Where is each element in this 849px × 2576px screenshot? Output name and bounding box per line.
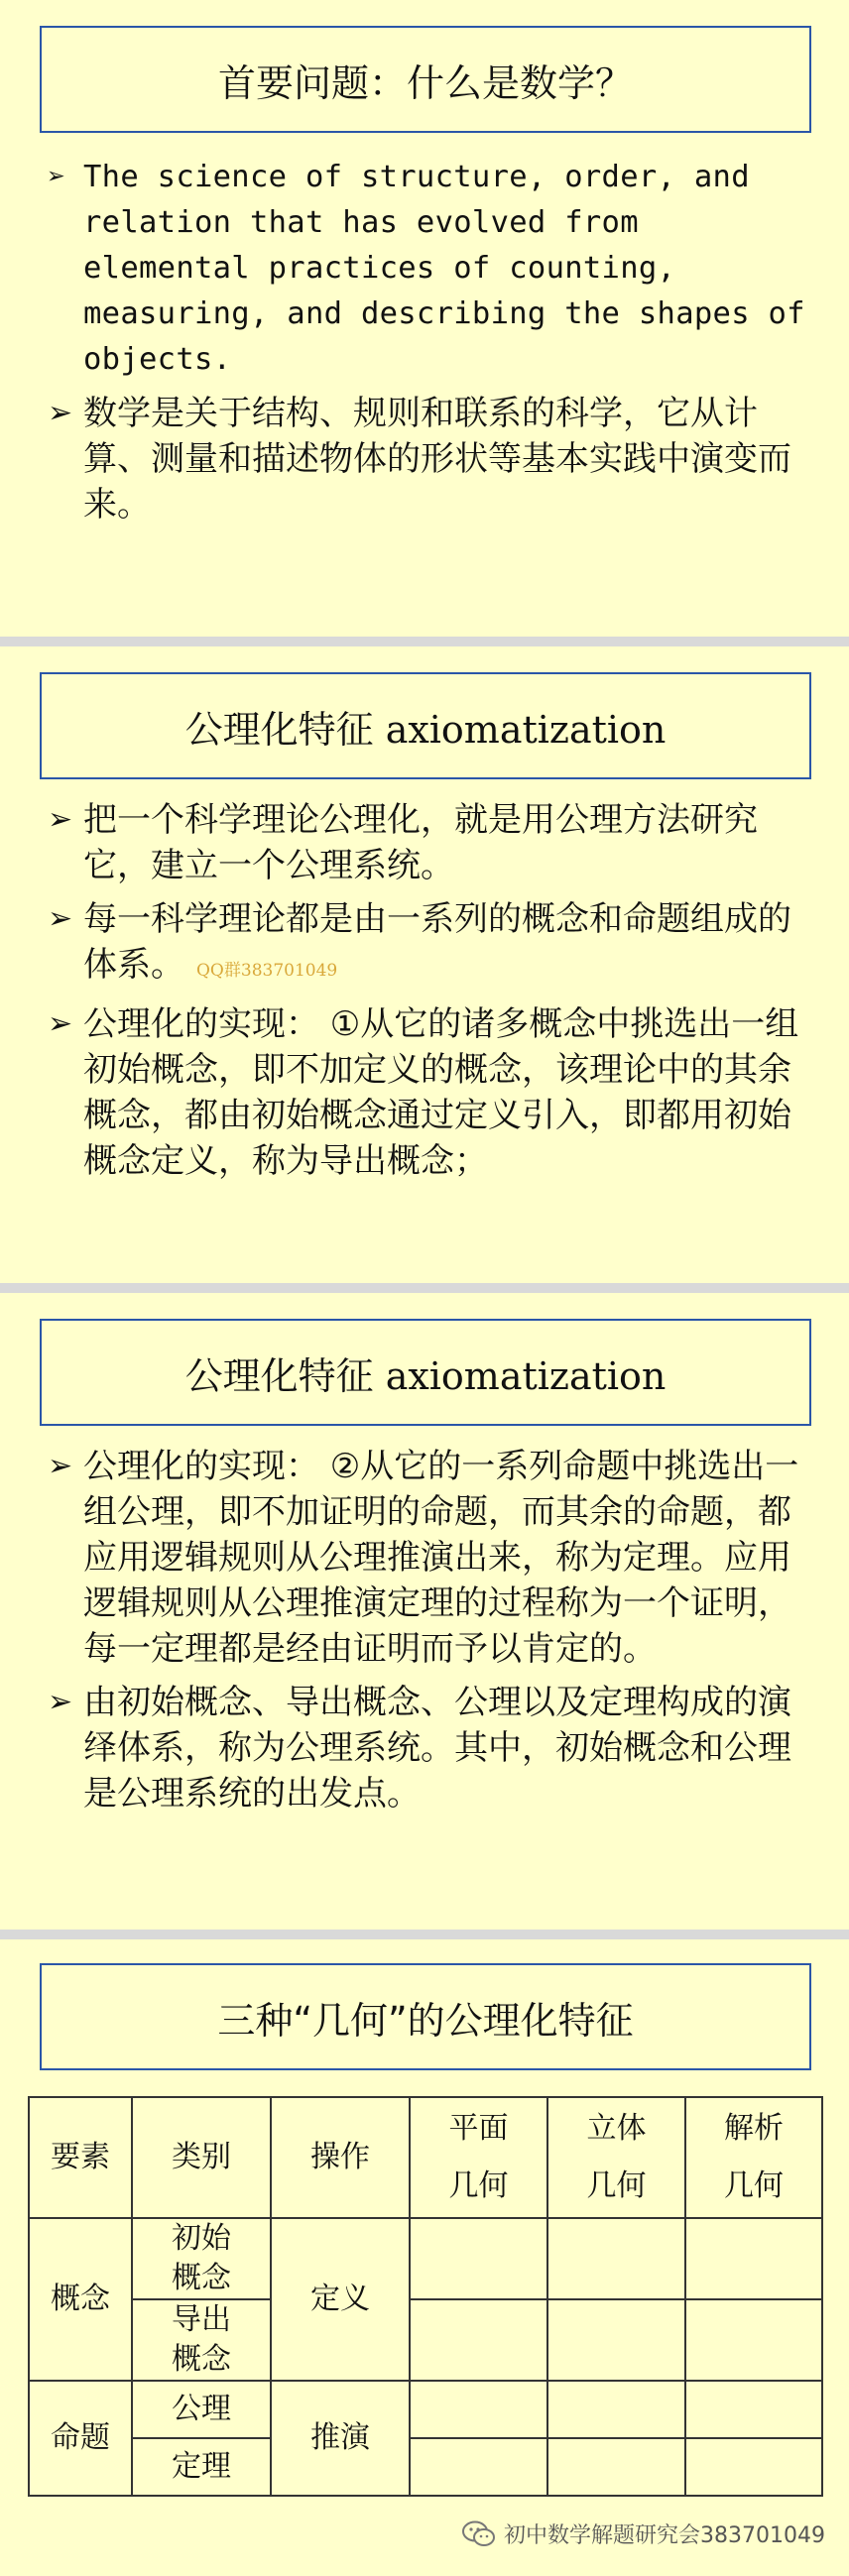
bullet-item: ➢ 公理化的实现： ①从它的诸多概念中挑选出一组初始概念，即不加定义的概念，该理论中的其余概念，都由初始概念通过定义引入，即都用初始概念定义，称为导出概念； bbox=[48, 1001, 813, 1184]
axiom-cell: 公理 bbox=[132, 2381, 271, 2438]
slide-title bbox=[40, 26, 811, 133]
header-cell: 立体 几何 bbox=[547, 2097, 685, 2218]
slide-title-text: 公理化特征 axiomatization bbox=[184, 707, 667, 752]
arrow-bullet-icon: ➢ bbox=[48, 901, 73, 936]
slide-title bbox=[40, 1319, 811, 1426]
footer-text: 初中数学解题研究会383701049 bbox=[504, 2523, 825, 2548]
table-cell bbox=[410, 2438, 547, 2496]
header-cell: 类别 bbox=[132, 2097, 271, 2218]
table-cell bbox=[547, 2218, 685, 2299]
table-row bbox=[29, 2381, 822, 2438]
bullet-item: ➢ 由初始概念、导出概念、公理以及定理构成的演绎体系，称为公理系统。其中，初始概念和公理是公理系统的出发点。 bbox=[48, 1680, 813, 1816]
table-row bbox=[29, 2438, 822, 2496]
slide-what-is-math bbox=[0, 0, 849, 637]
slide-title-text: 首要问题：什么是数学？ bbox=[217, 60, 633, 105]
table-row bbox=[29, 2299, 822, 2381]
table-cell bbox=[685, 2299, 822, 2381]
deduce-cell: 推演 bbox=[271, 2381, 410, 2496]
table-cell bbox=[410, 2299, 547, 2381]
arrow-bullet-icon: ➢ bbox=[48, 1006, 73, 1041]
table-cell bbox=[547, 2381, 685, 2438]
define-cell: 定义 bbox=[271, 2218, 410, 2381]
footer-watermark bbox=[462, 2518, 825, 2549]
table-cell bbox=[685, 2381, 822, 2438]
bullet-item: ➢ 数学是关于结构、规则和联系的科学，它从计算、测量和描述物体的形状等基本实践中演变而来。 bbox=[48, 391, 813, 527]
arrow-bullet-icon: ➢ bbox=[48, 1449, 73, 1483]
bullet-list bbox=[48, 1444, 813, 1824]
slide-title-text: 三种“几何”的公理化特征 bbox=[217, 1998, 634, 2043]
derived-concept-cell: 导出 概念 bbox=[132, 2299, 271, 2381]
initial-concept-cell: 初始 概念 bbox=[132, 2218, 271, 2299]
slide-title bbox=[40, 672, 811, 779]
bullet-list bbox=[48, 155, 813, 535]
table-row bbox=[29, 2218, 822, 2299]
bullet-list bbox=[48, 797, 813, 1192]
wechat-icon bbox=[462, 2520, 496, 2548]
bullet-item: ➢ 每一科学理论都是由一系列的概念和命题组成的体系。 QQ群383701049 bbox=[48, 896, 813, 994]
arrow-bullet-icon: ➢ bbox=[48, 160, 66, 194]
header-cell: 操作 bbox=[271, 2097, 410, 2218]
proposition-cell: 命题 bbox=[29, 2381, 132, 2496]
table-cell bbox=[547, 2438, 685, 2496]
concept-cell: 概念 bbox=[29, 2218, 132, 2381]
qq-group-watermark: QQ群383701049 bbox=[196, 961, 338, 981]
slide-title bbox=[40, 1963, 811, 2070]
bullet-item: ➢ 把一个科学理论公理化，就是用公理方法研究它，建立一个公理系统。 bbox=[48, 797, 813, 888]
slide-title-text: 公理化特征 axiomatization bbox=[184, 1353, 667, 1398]
arrow-bullet-icon: ➢ bbox=[48, 802, 73, 837]
table-cell bbox=[685, 2438, 822, 2496]
bullet-item: ➢ The science of structure, order, and relation that has evolved from elemental practices of counting, measuring, and describing the shapes of objects. bbox=[48, 155, 813, 383]
arrow-bullet-icon: ➢ bbox=[48, 1685, 73, 1719]
header-cell: 平面 几何 bbox=[410, 2097, 547, 2218]
table-cell bbox=[685, 2218, 822, 2299]
bullet-item: ➢ 公理化的实现： ②从它的一系列命题中挑选出一组公理，即不加证明的命题，而其余的命题，都应用逻辑规则从公理推演出来，称为定理。应用逻辑规则从公理推演定理的过程称为一个证明，每一定理都是经由证明而予以肯定的。 bbox=[48, 1444, 813, 1672]
table-cell bbox=[410, 2218, 547, 2299]
geometry-axiom-table bbox=[28, 2096, 823, 2497]
table-cell bbox=[410, 2381, 547, 2438]
slide-axiomatization-2 bbox=[0, 1293, 849, 1930]
theorem-cell: 定理 bbox=[132, 2438, 271, 2496]
arrow-bullet-icon: ➢ bbox=[48, 396, 73, 430]
slide-axiomatization-1 bbox=[0, 646, 849, 1283]
header-cell: 解析 几何 bbox=[685, 2097, 822, 2218]
table-header-row bbox=[29, 2097, 822, 2218]
header-cell: 要素 bbox=[29, 2097, 132, 2218]
table-cell bbox=[547, 2299, 685, 2381]
